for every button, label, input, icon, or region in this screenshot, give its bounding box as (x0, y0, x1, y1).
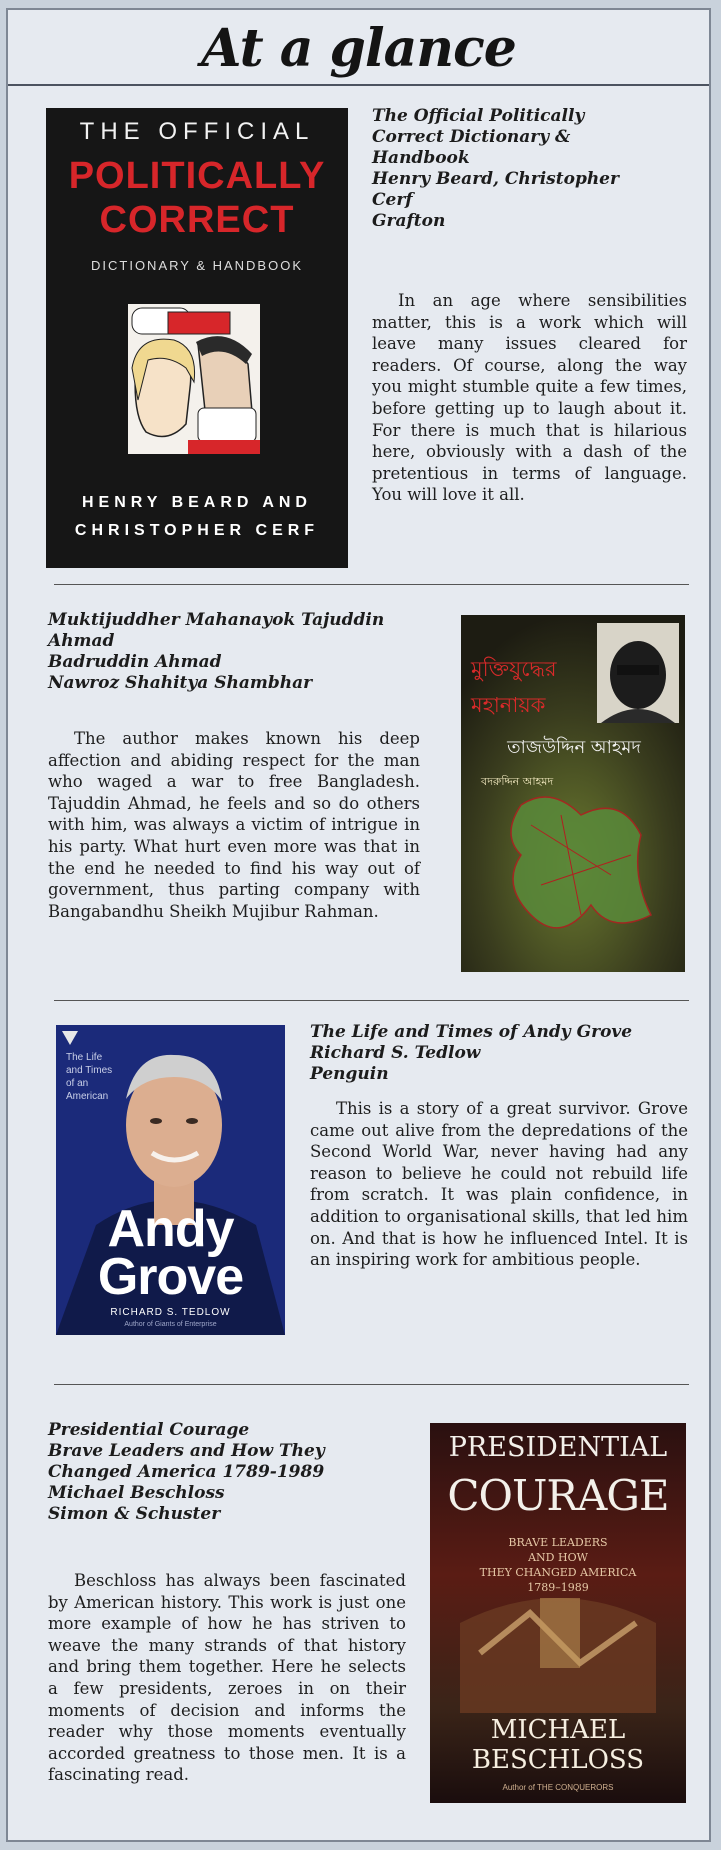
book-meta (372, 106, 619, 232)
book-title-line: The Official Politically (372, 106, 585, 126)
book-author-line: Richard S. Tedlow (310, 1043, 481, 1063)
book-title-line: Brave Leaders and How They (48, 1441, 325, 1461)
cover-title-line-1: PRESIDENTIAL (448, 1432, 668, 1463)
cover-author-last: BESCHLOSS (471, 1745, 645, 1775)
divider (54, 1000, 689, 1001)
cover-title-line-2: COURAGE (447, 1471, 669, 1520)
review-body: Beschloss has always been fascinated by American history. This work is just one more example of how he has striven to weave the many strands of that history and bring them together. Here he selects a few presidents, zeroes in on their moments of decision and informs the reader why those moments eventually accorded greatness to those men. It is a fascinating read. (48, 1571, 406, 1785)
section-title: At a glance (201, 18, 516, 79)
book-cover-tajuddin-ahmad (461, 615, 685, 972)
divider (54, 1384, 689, 1385)
book-publisher: Simon & Schuster (48, 1504, 221, 1524)
review-body: This is a story of a great survivor. Grove came out alive from the depredations of the Second World War, never having had any reason to believe he could not rebuild life from scratch. It was plain confidence, in addition to organisational skills, that led him on. And that is how he influenced Intel. It is an inspiring work for ambitious people. (310, 1099, 688, 1270)
book-meta (310, 1022, 632, 1085)
cover-subject-name: তাজউদ্দিন আহমদ (507, 737, 641, 758)
book-title-line: Correct Dictionary & (372, 127, 571, 147)
cover-title-last: Grove (97, 1248, 244, 1306)
review-body: In an age where sensibilities matter, this is a work which will leave many issues cleared for readers. Of course, along the way you might stumble quite a few times, before getting up to laugh about it. For there is much that is hilarious here, obviously with a dash of the pretentious in terms of language. You will love it all. (372, 291, 687, 505)
cover-author-line-1: HENRY BEARD AND (82, 494, 312, 511)
cover-subtitle: The Life and Times of an American (66, 1052, 113, 1102)
book-publisher: Nawroz Shahitya Shambhar (48, 673, 313, 693)
book-publisher: Grafton (372, 211, 446, 231)
book-title-line: Handbook (372, 148, 470, 168)
book-meta (48, 610, 384, 694)
cover-subtitle: BRAVE LEADERS AND HOW THEY CHANGED AMERICA 1789–1989 (479, 1536, 637, 1594)
section-header (8, 10, 709, 86)
comic-illustration (128, 304, 260, 454)
book-author-line: Badruddin Ahmad (48, 652, 222, 672)
cover-author: RICHARD S. TEDLOW (110, 1307, 231, 1318)
book-title-line: The Life and Times of Andy Grove (310, 1022, 633, 1042)
book-title-line: Ahmad (48, 631, 115, 651)
cover-tagline: Author of Giants of Enterprise (124, 1321, 217, 1328)
book-author-line: Cerf (372, 190, 413, 210)
cover-author-line-2: CHRISTOPHER CERF (74, 522, 320, 539)
book-author-line: Henry Beard, Christopher (372, 169, 619, 189)
book-title-line: Presidential Courage (48, 1420, 250, 1440)
divider (54, 584, 689, 585)
cover-author: বদরুদ্দিন আহমদ (481, 775, 554, 788)
book-publisher: Penguin (310, 1064, 389, 1084)
cover-title: মুক্তিযুদ্ধের মহানায়ক (471, 657, 557, 717)
cover-tagline: Author of THE CONQUERORS (502, 1783, 614, 1792)
cover-main-title: POLITICALLY CORRECT (68, 155, 326, 241)
cover-title-first: Andy (107, 1200, 234, 1258)
cover-author-first: MICHAEL (490, 1715, 626, 1745)
book-title-line: Muktijuddher Mahanayok Tajuddin (48, 610, 385, 630)
book-cover-andy-grove (56, 1025, 285, 1335)
newspaper-page (6, 8, 711, 1842)
book-title-line: Changed America 1789-1989 (48, 1462, 325, 1482)
cover-subtitle: DICTIONARY & HANDBOOK (91, 258, 303, 273)
cover-top-text: THE OFFICIAL (79, 118, 315, 145)
book-cover-presidential-courage (430, 1423, 686, 1803)
review-body: The author makes known his deep affection and abiding respect for the man who waged a war to free Bangladesh. Tajuddin Ahmad, he feels and so do others with him, was always a victim of intrigue in his party. What hurt even more was that in the end he needed to find his way out of government, thus parting company with Bangabandhu Sheikh Mujibur Rahman. (48, 729, 420, 921)
book-cover-politically-correct (46, 108, 348, 568)
book-meta (48, 1420, 325, 1525)
book-author-line: Michael Beschloss (48, 1483, 225, 1503)
